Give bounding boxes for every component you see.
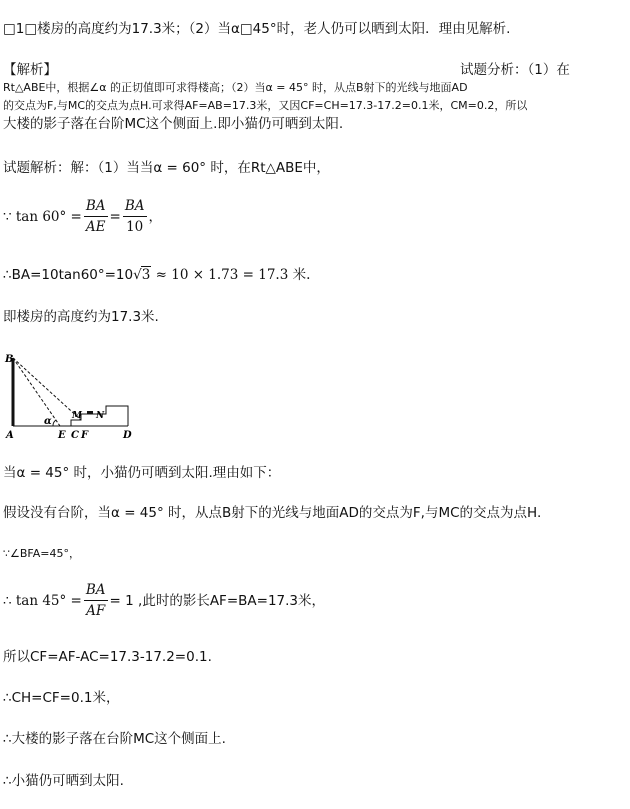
- tan45-prefix: ∴ tan 45° =: [3, 592, 82, 609]
- height-conclusion: 即楼房的高度约为17.3米.: [3, 309, 159, 325]
- fraction-ba-ae: [84, 196, 108, 237]
- fraction-numerator: BA: [84, 196, 108, 217]
- analysis-header-tag: 【解析】: [3, 62, 57, 78]
- label-alpha: α: [44, 416, 52, 427]
- label-f: F: [81, 430, 89, 441]
- angle-bfa-line: ∵∠BFA=45°，: [3, 547, 80, 560]
- analysis-line-3: 大楼的影子落在台阶MC这个侧面上.即小猫仍可晒到太阳.: [3, 116, 344, 132]
- ba-calc-prefix: ∴BA=10tan60°=10: [3, 267, 134, 283]
- cf-calculation: 所以CF=AF-AC=17.3-17.2=0.1.: [3, 649, 212, 665]
- tan45-equation: [3, 580, 325, 621]
- ch-calculation: ∴CH=CF=0.1米，: [3, 690, 120, 706]
- analysis-line-1: Rt△ABE中，根据∠α 的正切值即可求得楼高；（2）当α = 45° 时，从点B射下的光线与地面AD: [3, 81, 468, 94]
- fraction-numerator: BA: [123, 196, 147, 217]
- tan45-suffix: = 1 ,此时的影长AF=BA=17.3米，: [109, 592, 325, 609]
- analysis-line-2: 的交点为F,与MC的交点为点H.可求得AF=AB=17.3米，又因CF=CH=17.3-17.2=0.1米，CM=0.2，所以: [3, 99, 528, 112]
- label-b: B: [5, 354, 14, 365]
- sqrt-sign: √: [133, 267, 142, 283]
- geometry-figure: [3, 350, 138, 442]
- cat-mark: [87, 411, 93, 414]
- ba-calc-result: ≈ 10 × 1.73 = 17.3 米.: [155, 267, 311, 283]
- fraction-ba-af: [84, 580, 108, 621]
- fraction-denominator: 10: [126, 219, 144, 235]
- solution-intro: 试题解析：解：（1）当当α = 60° 时，在Rt△ABE中，: [3, 160, 330, 176]
- shadow-conclusion: ∴大楼的影子落在台阶MC这个侧面上.: [3, 731, 226, 747]
- label-a: A: [6, 430, 14, 441]
- label-m: M: [72, 411, 82, 421]
- ba-calculation: [3, 266, 310, 283]
- ray-to-step: [13, 358, 81, 420]
- fraction-numerator: BA: [84, 580, 108, 601]
- equals-sign: =: [109, 208, 121, 225]
- equation-suffix: ，: [148, 208, 163, 225]
- label-d: D: [123, 430, 132, 441]
- label-e: E: [58, 430, 66, 441]
- sqrt-radicand: 3: [141, 267, 151, 283]
- alpha-arc: [53, 420, 56, 426]
- fraction-denominator: AE: [85, 219, 106, 235]
- label-n: N: [96, 411, 105, 421]
- analysis-label: 试题分析：（1）在: [460, 62, 570, 78]
- fraction-denominator: AF: [86, 603, 106, 619]
- q2-statement: 当α = 45° 时，小猫仍可晒到太阳.理由如下：: [3, 465, 281, 481]
- tan60-prefix: ∵ tan 60° =: [3, 208, 82, 225]
- assumption-line: 假设没有台阶，当α = 45° 时，从点B射下的光线与地面AD的交点为F,与MC的交点为点H.: [3, 505, 542, 521]
- ray-to-e: [13, 358, 60, 426]
- tan60-equation: [3, 196, 162, 237]
- label-c: C: [71, 430, 79, 441]
- fraction-ba-10: [123, 196, 147, 237]
- final-conclusion: ∴小猫仍可晒到太阳.: [3, 773, 124, 789]
- answer-summary: □1□楼房的高度约为17.3米；（2）当α□45°时，老人仍可以晒到太阳．理由见解析.: [3, 21, 511, 37]
